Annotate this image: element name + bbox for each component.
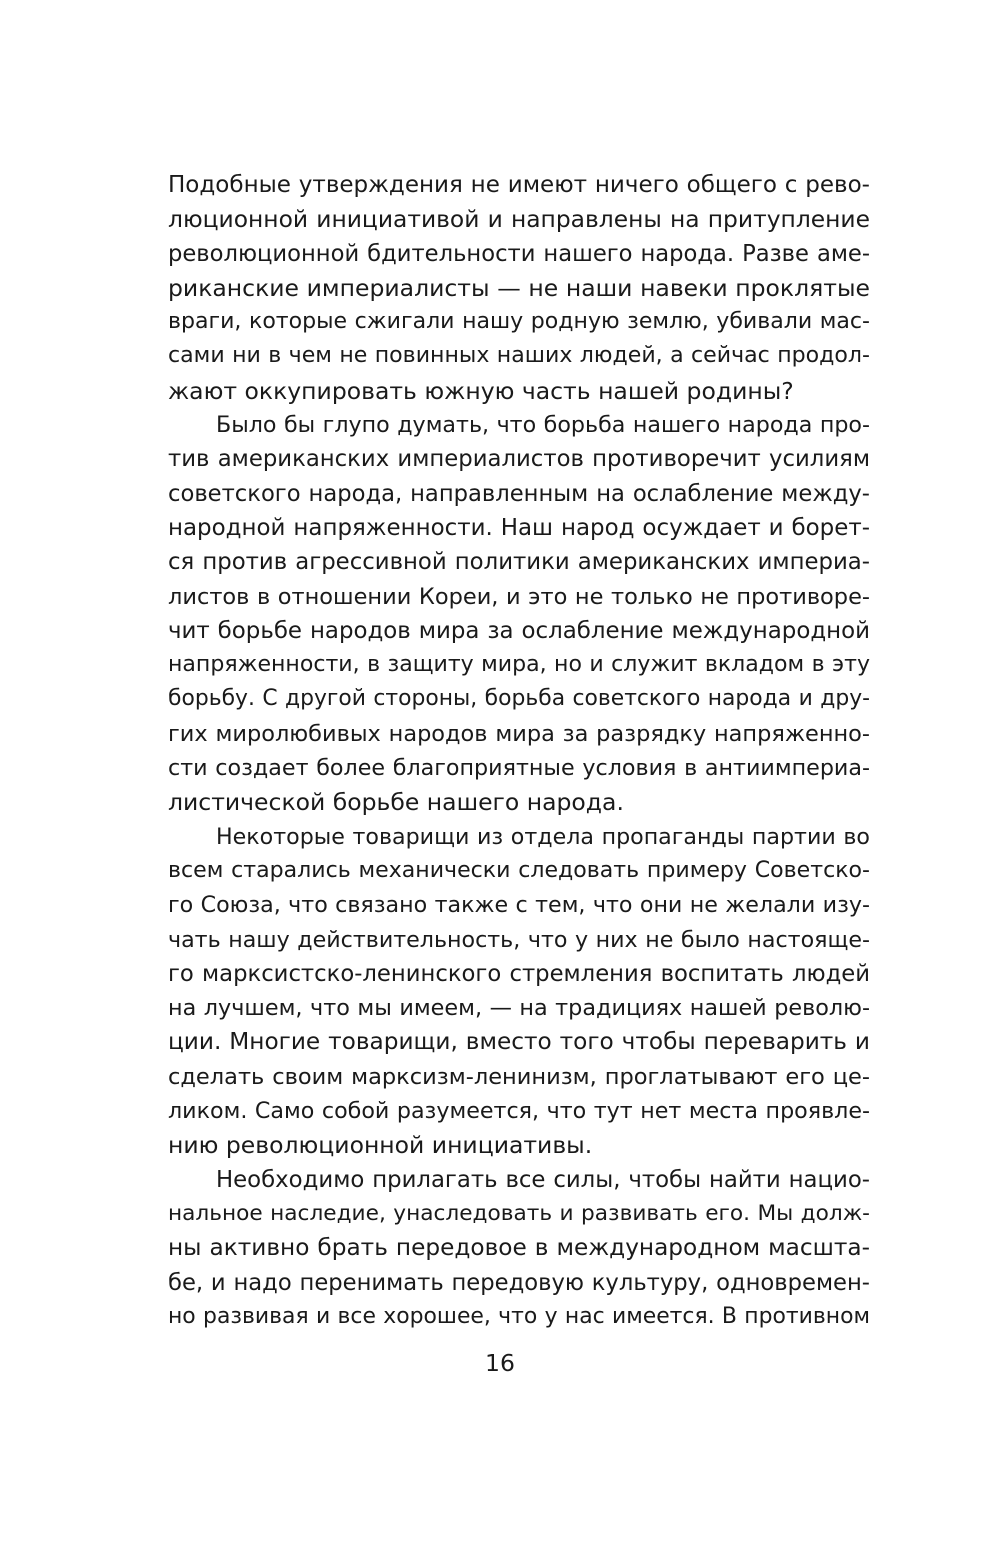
paragraph bbox=[168, 168, 870, 408]
text-line: люционной инициативой и направлены на притупление bbox=[168, 205, 870, 234]
paragraph bbox=[168, 820, 870, 1163]
text-line: жают оккупировать южную часть нашей родины? bbox=[168, 376, 794, 405]
text-line: ся против агрессивной политики американских империа- bbox=[168, 549, 870, 576]
text-line: Некоторые товарищи из отдела пропаганды партии во bbox=[216, 823, 870, 850]
text-line: нию революционной инициативы. bbox=[168, 1131, 593, 1160]
text-line: ции. Многие товарищи, вместо того чтобы переварить и bbox=[168, 1028, 870, 1056]
text-line: сделать своим марксизм-ленинизм, проглатывают его це- bbox=[168, 1063, 870, 1090]
text-line: борьбу. С другой стороны, борьба советского народа и дру- bbox=[168, 686, 870, 712]
text-line: го марксистско-ленинского стремления воспитать людей bbox=[168, 960, 870, 987]
text-line: сами ни в чем не повинных наших людей, а сейчас продол- bbox=[168, 343, 870, 369]
text-line: Необходимо прилагать все силы, чтобы найти нацио- bbox=[216, 1166, 870, 1193]
text-line: риканские империалисты — не наши навеки проклятые bbox=[168, 273, 870, 302]
text-line: народной напряженности. Наш народ осуждает и борет- bbox=[168, 514, 870, 541]
text-line: сти создает более благоприятные условия в антиимпериа- bbox=[168, 755, 870, 782]
text-line: на лучшем, что мы имеем, — на традициях нашей револю- bbox=[168, 995, 870, 1022]
text-line: го Союза, что связано также с тем, что они не желали изу- bbox=[168, 892, 870, 919]
text-line: враги, которые сжигали нашу родную землю, убивали мас- bbox=[168, 309, 870, 335]
text-line: революционной бдительности нашего народа. Разве аме- bbox=[168, 240, 870, 267]
body-text bbox=[168, 168, 870, 1334]
text-line: чать нашу действительность, что у них не было настояще- bbox=[168, 926, 870, 953]
text-line: листической борьбе нашего народа. bbox=[168, 788, 624, 817]
paragraph bbox=[168, 1163, 870, 1334]
paragraph bbox=[168, 408, 870, 820]
text-line: чит борьбе народов мира за ослабление международной bbox=[168, 617, 870, 644]
text-line: ликом. Само собой разумеется, что тут нет места проявле- bbox=[168, 1098, 870, 1125]
text-line: Подобные утверждения не имеют ничего общего с рево- bbox=[168, 172, 870, 198]
text-line: нальное наследие, унаследовать и развивать его. Мы долж- bbox=[168, 1200, 870, 1226]
text-line: напряженности, в защиту мира, но и служит вкладом в эту bbox=[168, 652, 870, 678]
page-number: 16 bbox=[485, 1349, 515, 1377]
text-line: листов в отношении Кореи, и это не только не противоре- bbox=[168, 583, 870, 610]
text-line: Было бы глупо думать, что борьба нашего народа про- bbox=[216, 412, 870, 439]
text-line: гих миролюбивых народов мира за разрядку напряженно- bbox=[168, 720, 870, 747]
text-line: ны активно брать передовое в международном масшта- bbox=[168, 1234, 870, 1262]
text-line: тив американских империалистов противоречит усилиям bbox=[168, 446, 870, 473]
text-line: советского народа, направленным на ослабление между- bbox=[168, 480, 870, 507]
text-line: но развивая и все хорошее, что у нас имеется. В противном bbox=[168, 1303, 870, 1329]
text-line: всем старались механически следовать примеру Советско- bbox=[168, 857, 870, 883]
text-line: бе, и надо перенимать передовую культуру, одновремен- bbox=[168, 1269, 870, 1296]
